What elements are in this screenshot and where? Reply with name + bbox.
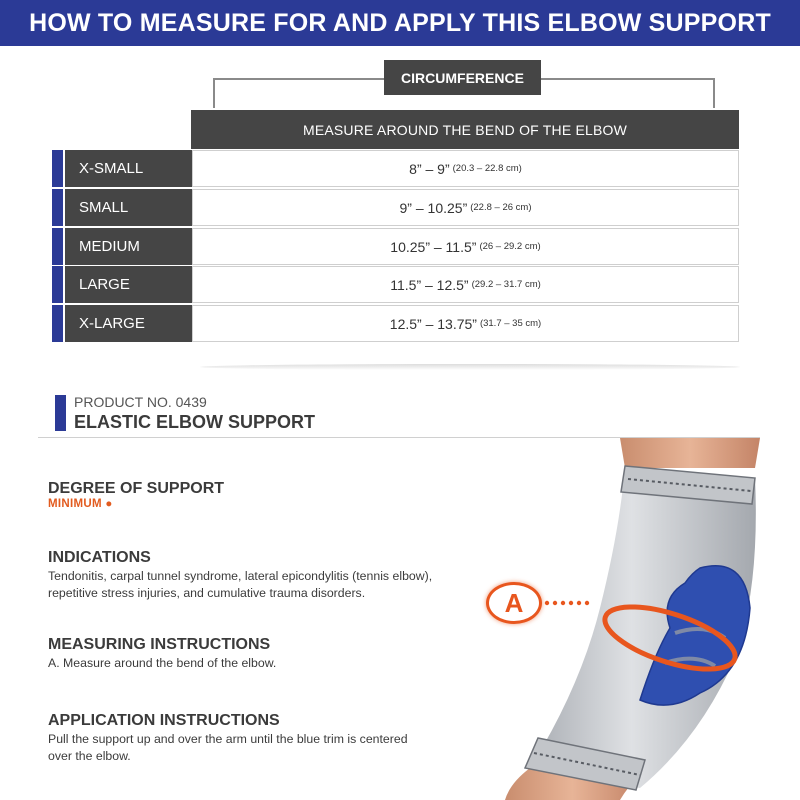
range-cm: (31.7 – 35 cm): [479, 318, 542, 329]
size-name: X-SMALL: [65, 150, 241, 187]
size-row-x-large: [52, 305, 739, 342]
range-inches: 9” – 10.25”: [399, 199, 468, 216]
size-row-medium: [52, 228, 739, 265]
size-name: LARGE: [65, 266, 241, 303]
range-inches: 10.25” – 11.5”: [390, 238, 477, 255]
marker-letter: A: [504, 587, 524, 618]
row-accent: [52, 305, 63, 342]
size-name: X-LARGE: [65, 305, 241, 342]
circumference-label: [384, 60, 541, 95]
row-accent: [52, 228, 63, 265]
row-accent: [52, 150, 63, 187]
range-cm: (26 – 29.2 cm): [479, 241, 541, 252]
marker-dotted-line: [544, 600, 594, 606]
indications-line-2: repetitive stress injuries, and cumulative trauma disorders.: [48, 586, 366, 600]
application-line-1: Pull the support up and over the arm until the blue trim is centered: [48, 732, 408, 746]
upper-arm: [620, 438, 760, 468]
measuring-title: MEASURING INSTRUCTIONS: [48, 636, 271, 653]
product-accent: [55, 395, 66, 431]
range-cm: (22.8 – 26 cm): [470, 202, 532, 213]
size-range: [192, 228, 739, 265]
banner-title: HOW TO MEASURE FOR AND APPLY THIS ELBOW SUPPORT: [29, 8, 771, 37]
indications-line-1: Tendonitis, carpal tunnel syndrome, lateral epicondylitis (tennis elbow),: [48, 569, 433, 583]
product-name: ELASTIC ELBOW SUPPORT: [74, 412, 316, 432]
range-inches: 12.5” – 13.75”: [389, 315, 477, 332]
row-accent: [52, 266, 63, 303]
measuring-text: A. Measure around the bend of the elbow.: [48, 656, 277, 670]
size-name: MEDIUM: [65, 228, 241, 265]
size-row-x-small: [52, 150, 739, 187]
size-range: [192, 189, 739, 226]
row-accent: [52, 189, 63, 226]
size-range: [192, 150, 739, 187]
indications-title: INDICATIONS: [48, 549, 151, 566]
product-number: PRODUCT NO. 0439: [74, 394, 207, 410]
application-text: [48, 731, 488, 765]
measurement-column-header: [191, 110, 739, 149]
circumference-label-text: CIRCUMFERENCE: [401, 69, 524, 86]
support-level: MINIMUM ●: [48, 498, 113, 510]
size-range: [192, 266, 739, 303]
application-line-2: over the elbow.: [48, 749, 131, 763]
indications-text: [48, 568, 488, 602]
size-row-small: [52, 189, 739, 226]
page-banner: [0, 0, 800, 46]
table-shadow: [200, 364, 740, 370]
measurement-column-header-text: MEASURE AROUND THE BEND OF THE ELBOW: [302, 121, 628, 138]
size-row-large: [52, 266, 739, 303]
range-inches: 11.5” – 12.5”: [390, 276, 469, 293]
support-title: DEGREE OF SUPPORT: [48, 480, 225, 497]
size-range: [192, 305, 739, 342]
range-inches: 8” – 9”: [409, 160, 450, 177]
application-title: APPLICATION INSTRUCTIONS: [48, 712, 280, 729]
measure-point-marker: [486, 582, 542, 624]
size-name: SMALL: [65, 189, 241, 226]
range-cm: (20.3 – 22.8 cm): [452, 163, 522, 174]
range-cm: (29.2 – 31.7 cm): [471, 279, 541, 290]
